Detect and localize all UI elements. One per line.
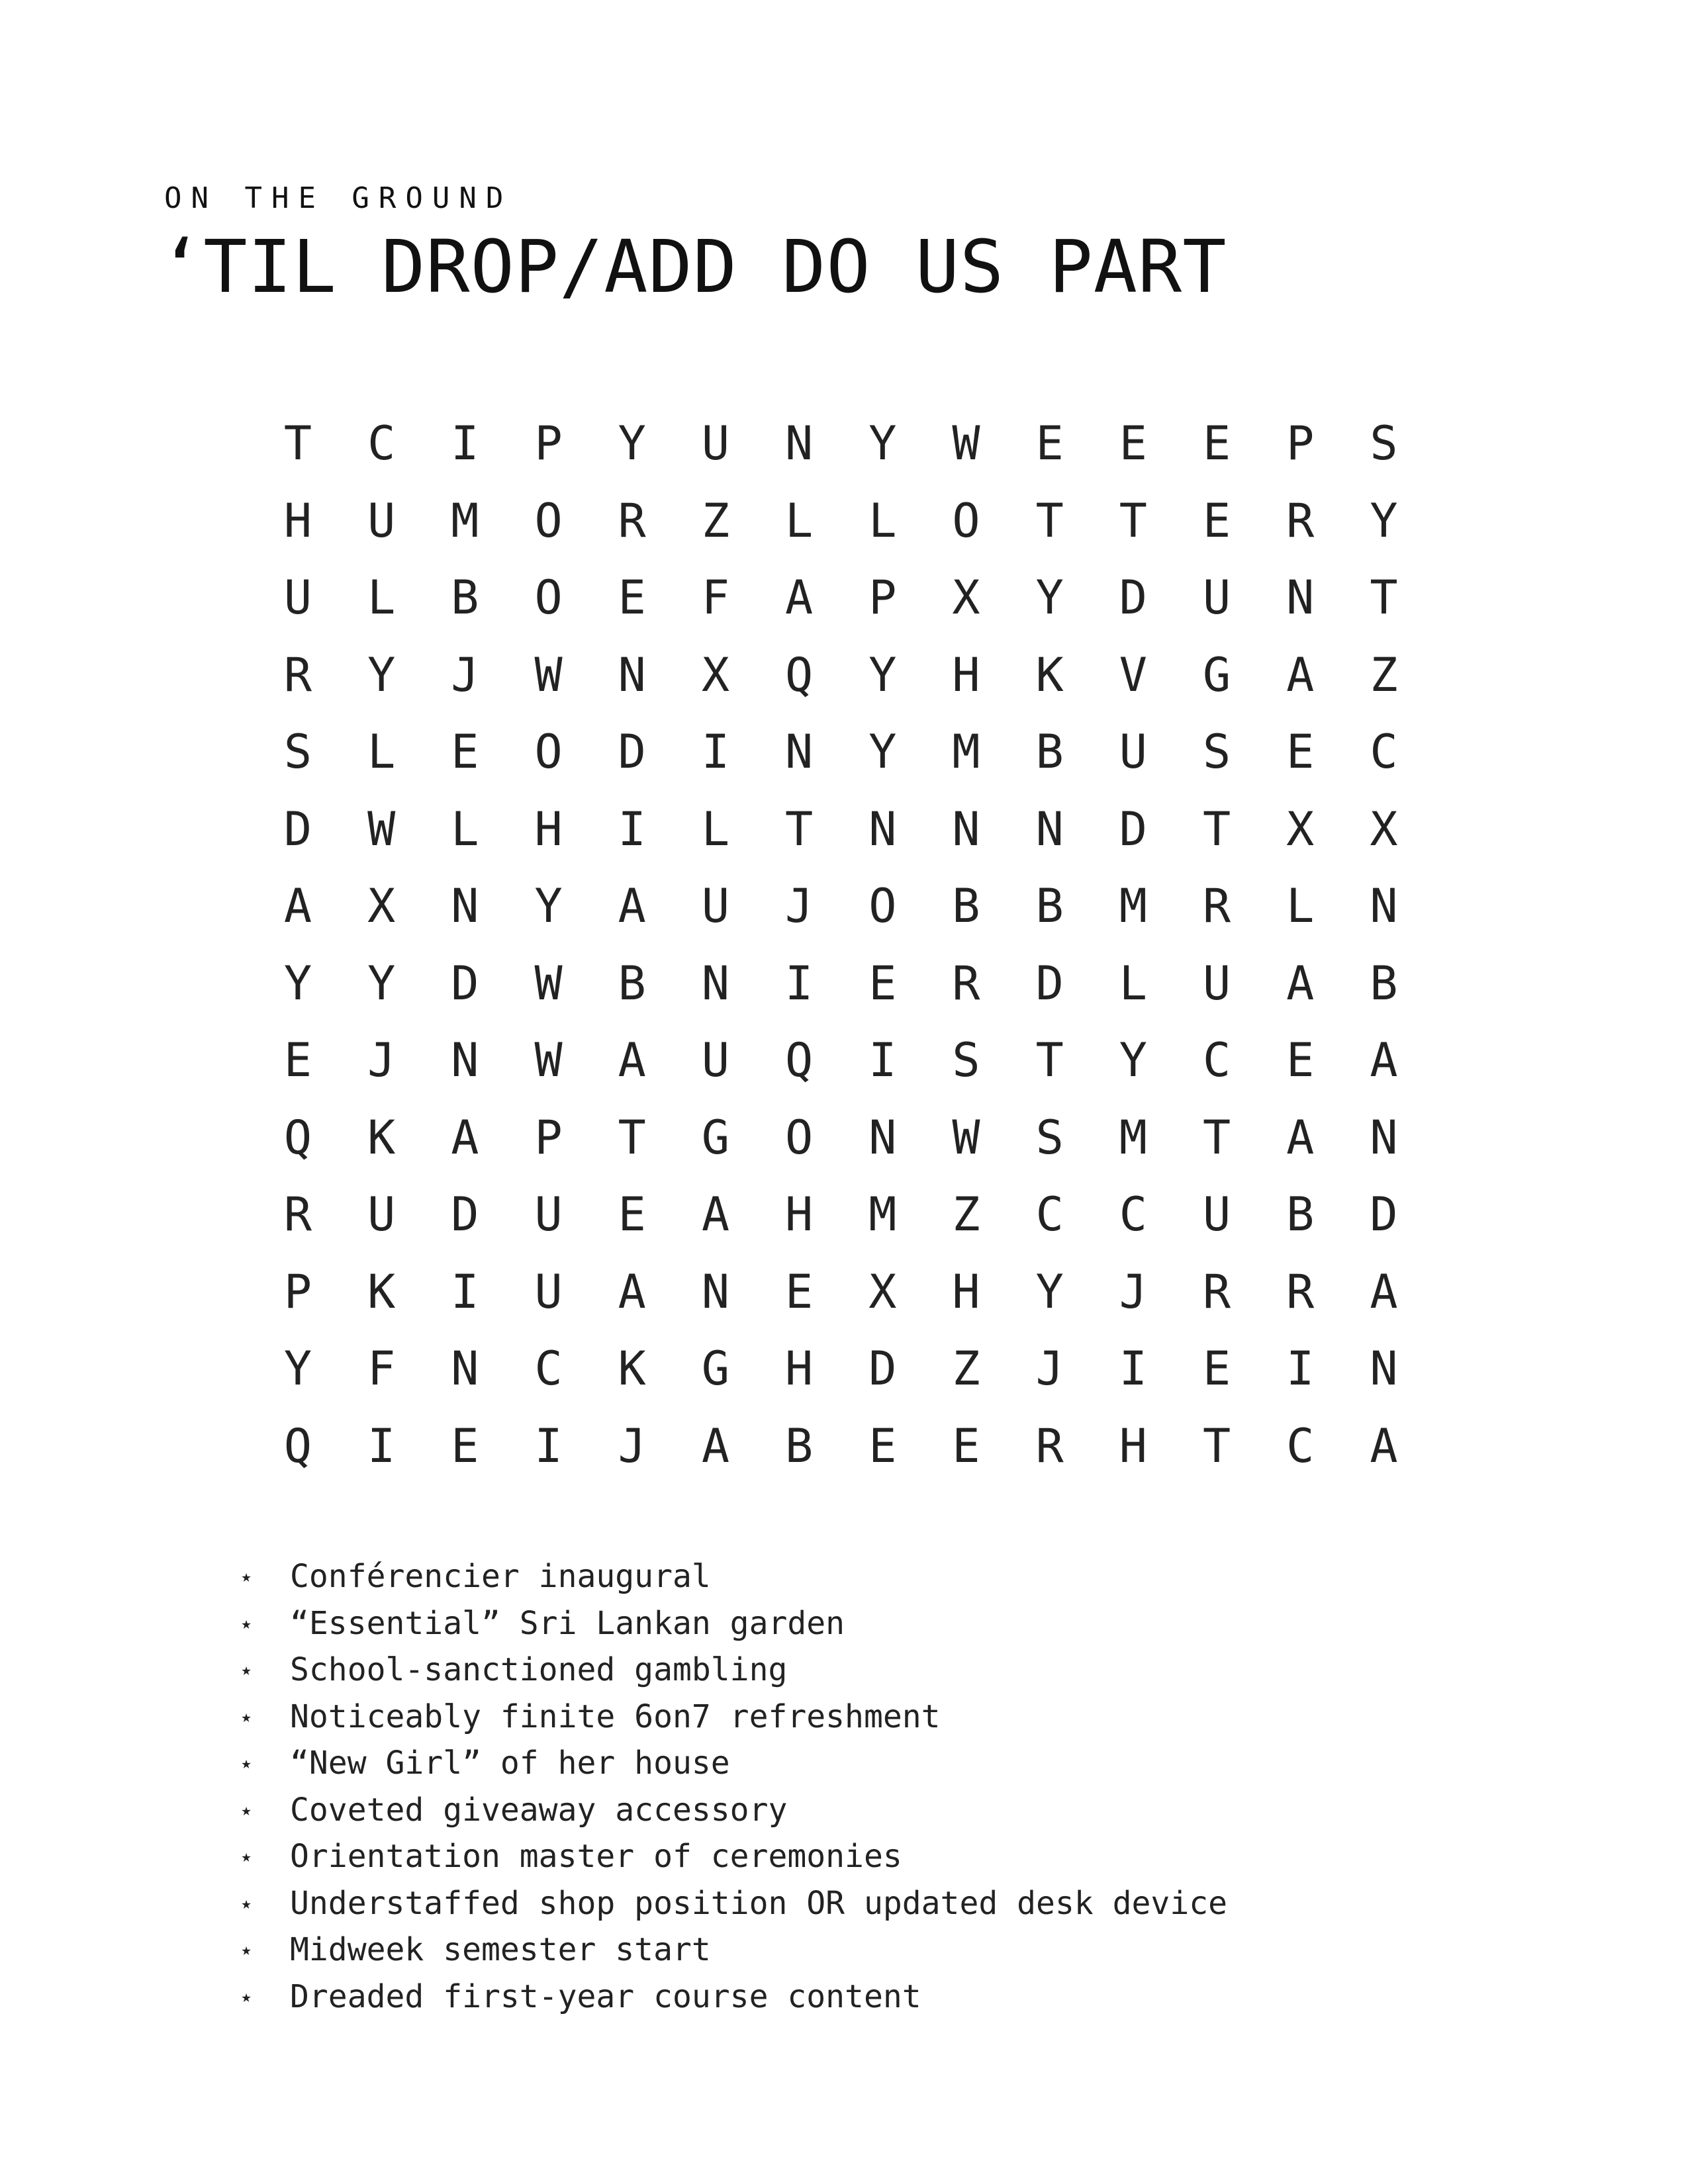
grid-letter[interactable]: A bbox=[618, 1033, 646, 1087]
grid-letter[interactable]: C bbox=[534, 1342, 563, 1396]
star-bullet-icon: ⋆ bbox=[238, 1657, 255, 1687]
grid-letter[interactable]: O bbox=[785, 1110, 814, 1165]
grid-letter[interactable]: H bbox=[785, 1342, 814, 1396]
grid-letter[interactable]: Y bbox=[618, 416, 646, 471]
grid-letter[interactable]: Z bbox=[952, 1342, 980, 1396]
grid-letter[interactable]: U bbox=[1202, 570, 1231, 625]
grid-letter[interactable]: C bbox=[367, 416, 396, 471]
grid-letter[interactable]: O bbox=[868, 879, 897, 933]
grid-letter[interactable]: R bbox=[283, 647, 312, 702]
clue-item bbox=[238, 1747, 1227, 1794]
grid-letter[interactable]: C bbox=[1286, 1418, 1315, 1473]
star-bullet-icon: ⋆ bbox=[238, 1563, 255, 1594]
grid-letter[interactable]: A bbox=[618, 879, 646, 933]
grid-letter[interactable]: S bbox=[1035, 1110, 1064, 1165]
clue-list bbox=[238, 1558, 1228, 2027]
grid-letter[interactable]: L bbox=[785, 493, 814, 548]
grid-letter[interactable]: T bbox=[618, 1110, 646, 1165]
grid-letter[interactable]: G bbox=[1202, 647, 1231, 702]
grid-letter[interactable]: T bbox=[1119, 493, 1147, 548]
clue-item bbox=[238, 1604, 1227, 1655]
grid-letter[interactable]: M bbox=[451, 493, 479, 548]
grid-letter[interactable]: A bbox=[451, 1110, 479, 1165]
grid-letter[interactable]: N bbox=[1370, 1110, 1398, 1165]
grid-letter[interactable]: F bbox=[701, 570, 730, 625]
grid-letter[interactable]: I bbox=[1286, 1342, 1315, 1396]
grid-letter[interactable]: J bbox=[618, 1418, 646, 1473]
grid-letter[interactable]: J bbox=[785, 879, 814, 933]
grid-letter[interactable]: C bbox=[1119, 1187, 1147, 1242]
grid-letter[interactable]: N bbox=[868, 1110, 897, 1165]
grid-letter[interactable]: D bbox=[1119, 570, 1147, 625]
grid-letter[interactable]: E bbox=[868, 956, 897, 1011]
grid-letter[interactable]: U bbox=[367, 493, 396, 548]
grid-letter[interactable]: T bbox=[1202, 1418, 1231, 1473]
grid-letter[interactable]: O bbox=[534, 725, 563, 779]
clue-text: Conférencier inaugural bbox=[290, 1558, 711, 1595]
grid-letter[interactable]: T bbox=[1035, 1033, 1064, 1087]
grid-letter[interactable]: P bbox=[1286, 416, 1315, 471]
grid-letter[interactable]: Y bbox=[367, 956, 396, 1011]
grid-letter[interactable]: I bbox=[868, 1033, 897, 1087]
grid-letter[interactable]: N bbox=[785, 416, 814, 471]
grid-letter[interactable]: A bbox=[701, 1187, 730, 1242]
grid-letter[interactable]: L bbox=[451, 801, 479, 856]
grid-letter[interactable]: O bbox=[534, 493, 563, 548]
grid-letter[interactable]: A bbox=[1286, 647, 1315, 702]
grid-letter[interactable]: Y bbox=[367, 647, 396, 702]
grid-letter[interactable]: K bbox=[367, 1110, 396, 1165]
clue-text: Dreaded first-year course content bbox=[290, 1978, 921, 2015]
grid-letter[interactable]: Q bbox=[283, 1110, 312, 1165]
grid-letter[interactable]: X bbox=[1286, 801, 1315, 856]
grid-letter[interactable]: M bbox=[1119, 879, 1147, 933]
grid-letter[interactable]: D bbox=[283, 801, 312, 856]
grid-letter[interactable]: B bbox=[1286, 1187, 1315, 1242]
grid-letter[interactable]: I bbox=[785, 956, 814, 1011]
grid-letter[interactable]: W bbox=[367, 801, 396, 856]
grid-letter[interactable]: P bbox=[868, 570, 897, 625]
word-search-grid bbox=[278, 416, 1448, 1500]
grid-letter[interactable]: S bbox=[1202, 725, 1231, 779]
grid-letter[interactable]: E bbox=[451, 725, 479, 779]
grid-letter[interactable]: A bbox=[1370, 1264, 1398, 1319]
grid-letter[interactable]: E bbox=[451, 1418, 479, 1473]
clue-item bbox=[238, 1558, 1227, 1608]
grid-letter[interactable]: N bbox=[618, 647, 646, 702]
grid-letter[interactable]: E bbox=[868, 1418, 897, 1473]
grid-letter[interactable]: Z bbox=[952, 1187, 980, 1242]
grid-letter[interactable]: M bbox=[868, 1187, 897, 1242]
grid-letter[interactable]: D bbox=[1035, 956, 1064, 1011]
grid-letter[interactable]: Z bbox=[1370, 647, 1398, 702]
grid-letter[interactable]: A bbox=[701, 1418, 730, 1473]
grid-letter[interactable]: I bbox=[451, 416, 479, 471]
clue-text: Understaffed shop position OR updated desk device bbox=[290, 1884, 1228, 1922]
grid-letter[interactable]: H bbox=[283, 493, 312, 548]
clue-item bbox=[238, 1698, 1227, 1748]
clue-item bbox=[238, 1791, 1227, 1841]
grid-letter[interactable]: N bbox=[1370, 1342, 1398, 1396]
grid-letter[interactable]: E bbox=[618, 1187, 646, 1242]
grid-letter[interactable]: E bbox=[1286, 725, 1315, 779]
grid-letter[interactable]: D bbox=[618, 725, 646, 779]
grid-letter[interactable]: X bbox=[367, 879, 396, 933]
grid-letter[interactable]: L bbox=[1119, 956, 1147, 1011]
grid-letter[interactable]: Y bbox=[868, 416, 897, 471]
grid-letter[interactable]: U bbox=[1202, 1187, 1231, 1242]
clue-item bbox=[238, 1651, 1227, 1701]
grid-letter[interactable]: B bbox=[1035, 725, 1064, 779]
grid-letter[interactable]: E bbox=[618, 570, 646, 625]
grid-letter[interactable]: I bbox=[534, 1418, 563, 1473]
grid-letter[interactable]: E bbox=[1286, 1033, 1315, 1087]
grid-letter[interactable]: E bbox=[952, 1418, 980, 1473]
clue-item bbox=[238, 1838, 1227, 1888]
grid-letter[interactable]: I bbox=[451, 1264, 479, 1319]
clue-text: Orientation master of ceremonies bbox=[290, 1838, 902, 1875]
grid-letter[interactable]: E bbox=[1202, 416, 1231, 471]
grid-letter[interactable]: C bbox=[1370, 725, 1398, 779]
star-bullet-icon: ⋆ bbox=[238, 1610, 255, 1641]
grid-letter[interactable]: N bbox=[1370, 879, 1398, 933]
grid-letter[interactable]: N bbox=[1035, 801, 1064, 856]
grid-letter[interactable]: N bbox=[451, 879, 479, 933]
grid-letter[interactable]: Q bbox=[283, 1418, 312, 1473]
grid-letter[interactable]: H bbox=[952, 647, 980, 702]
clue-text: Midweek semester start bbox=[290, 1931, 711, 1968]
grid-letter[interactable]: J bbox=[1035, 1342, 1064, 1396]
grid-letter[interactable]: N bbox=[701, 1264, 730, 1319]
grid-letter[interactable]: B bbox=[1035, 879, 1064, 933]
grid-letter[interactable]: L bbox=[367, 570, 396, 625]
grid-letter[interactable]: Y bbox=[534, 879, 563, 933]
grid-letter[interactable]: H bbox=[1119, 1418, 1147, 1473]
grid-letter[interactable]: J bbox=[1119, 1264, 1147, 1319]
grid-letter[interactable]: B bbox=[785, 1418, 814, 1473]
grid-letter[interactable]: N bbox=[785, 725, 814, 779]
star-bullet-icon: ⋆ bbox=[238, 1750, 255, 1780]
grid-letter[interactable]: J bbox=[367, 1033, 396, 1087]
grid-letter[interactable]: U bbox=[534, 1187, 563, 1242]
grid-letter[interactable]: W bbox=[952, 416, 980, 471]
grid-letter[interactable]: U bbox=[534, 1264, 563, 1319]
grid-letter[interactable]: Q bbox=[785, 1033, 814, 1087]
grid-letter[interactable]: V bbox=[1119, 647, 1147, 702]
grid-letter[interactable]: R bbox=[1286, 493, 1315, 548]
grid-letter[interactable]: R bbox=[1202, 879, 1231, 933]
clue-item bbox=[238, 1884, 1228, 1934]
star-bullet-icon: ⋆ bbox=[238, 1703, 255, 1734]
grid-letter[interactable]: W bbox=[534, 1033, 563, 1087]
grid-letter[interactable]: E bbox=[1119, 416, 1147, 471]
clue-item bbox=[238, 1978, 1227, 2028]
grid-letter[interactable]: W bbox=[534, 956, 563, 1011]
star-bullet-icon: ⋆ bbox=[238, 1796, 255, 1827]
grid-letter[interactable]: X bbox=[952, 570, 980, 625]
grid-letter[interactable]: K bbox=[367, 1264, 396, 1319]
grid-letter[interactable]: U bbox=[701, 416, 730, 471]
grid-letter[interactable]: E bbox=[283, 1033, 312, 1087]
grid-letter[interactable]: X bbox=[868, 1264, 897, 1319]
grid-letter[interactable]: H bbox=[952, 1264, 980, 1319]
grid-letter[interactable]: L bbox=[701, 801, 730, 856]
grid-letter[interactable]: U bbox=[701, 1033, 730, 1087]
grid-letter[interactable]: M bbox=[952, 725, 980, 779]
grid-letter[interactable]: C bbox=[1202, 1033, 1231, 1087]
grid-letter[interactable]: P bbox=[283, 1264, 312, 1319]
grid-letter[interactable]: B bbox=[952, 879, 980, 933]
grid-letter[interactable]: A bbox=[785, 570, 814, 625]
grid-letter[interactable]: L bbox=[868, 493, 897, 548]
grid-letter[interactable]: A bbox=[1286, 1110, 1315, 1165]
grid-letter[interactable]: T bbox=[1035, 493, 1064, 548]
grid-letter[interactable]: G bbox=[701, 1110, 730, 1165]
clue-item bbox=[238, 1931, 1227, 1981]
grid-letter[interactable]: S bbox=[952, 1033, 980, 1087]
grid-letter[interactable]: D bbox=[451, 956, 479, 1011]
grid-letter[interactable]: I bbox=[618, 801, 646, 856]
grid-letter[interactable]: Y bbox=[1370, 493, 1398, 548]
grid-letter[interactable]: A bbox=[618, 1264, 646, 1319]
grid-letter[interactable]: R bbox=[283, 1187, 312, 1242]
grid-letter[interactable]: A bbox=[1286, 956, 1315, 1011]
grid-letter[interactable]: I bbox=[1119, 1342, 1147, 1396]
grid-letter[interactable]: U bbox=[1202, 956, 1231, 1011]
grid-letter[interactable]: Z bbox=[701, 493, 730, 548]
star-bullet-icon: ⋆ bbox=[238, 1843, 255, 1874]
grid-letter[interactable]: H bbox=[785, 1187, 814, 1242]
grid-letter[interactable]: E bbox=[785, 1264, 814, 1319]
grid-letter[interactable]: N bbox=[451, 1033, 479, 1087]
clue-text: Coveted giveaway accessory bbox=[290, 1791, 788, 1829]
grid-letter[interactable]: X bbox=[1370, 801, 1398, 856]
grid-letter[interactable]: N bbox=[868, 801, 897, 856]
grid-letter[interactable]: I bbox=[701, 725, 730, 779]
star-bullet-icon: ⋆ bbox=[238, 1983, 255, 2014]
page-title: ‘TIL DROP/ADD DO US PART bbox=[159, 224, 1227, 309]
grid-letter[interactable]: R bbox=[952, 956, 980, 1011]
grid-letter[interactable]: Y bbox=[868, 725, 897, 779]
grid-letter[interactable]: N bbox=[1286, 570, 1315, 625]
grid-letter[interactable]: Y bbox=[1035, 1264, 1064, 1319]
grid-letter[interactable]: E bbox=[1035, 416, 1064, 471]
grid-letter[interactable]: D bbox=[1119, 801, 1147, 856]
grid-letter[interactable]: A bbox=[283, 879, 312, 933]
grid-letter[interactable]: R bbox=[618, 493, 646, 548]
grid-letter[interactable]: Y bbox=[283, 1342, 312, 1396]
grid-letter[interactable]: X bbox=[701, 647, 730, 702]
grid-letter[interactable]: Y bbox=[1035, 570, 1064, 625]
grid-letter[interactable]: K bbox=[618, 1342, 646, 1396]
grid-letter[interactable]: Y bbox=[1119, 1033, 1147, 1087]
section-kicker: ON THE GROUND bbox=[164, 181, 513, 215]
grid-letter[interactable]: B bbox=[451, 570, 479, 625]
grid-letter[interactable]: T bbox=[283, 416, 312, 471]
grid-letter[interactable]: K bbox=[1035, 647, 1064, 702]
grid-letter[interactable]: F bbox=[367, 1342, 396, 1396]
grid-letter[interactable]: D bbox=[451, 1187, 479, 1242]
grid-letter[interactable]: N bbox=[701, 956, 730, 1011]
grid-letter[interactable]: D bbox=[1370, 1187, 1398, 1242]
clue-text: School-sanctioned gambling bbox=[290, 1651, 788, 1688]
grid-letter[interactable]: U bbox=[701, 879, 730, 933]
clue-text: “Essential” Sri Lankan garden bbox=[290, 1604, 845, 1642]
grid-letter[interactable]: N bbox=[952, 801, 980, 856]
grid-letter[interactable]: R bbox=[1202, 1264, 1231, 1319]
grid-letter[interactable]: H bbox=[534, 801, 563, 856]
grid-letter[interactable]: L bbox=[1286, 879, 1315, 933]
grid-letter[interactable]: S bbox=[1370, 416, 1398, 471]
grid-letter[interactable]: P bbox=[534, 416, 563, 471]
grid-letter[interactable]: I bbox=[367, 1418, 396, 1473]
grid-letter[interactable]: W bbox=[952, 1110, 980, 1165]
grid-letter[interactable]: T bbox=[785, 801, 814, 856]
grid-letter[interactable]: A bbox=[1370, 1033, 1398, 1087]
grid-letter[interactable]: J bbox=[451, 647, 479, 702]
grid-letter[interactable]: D bbox=[868, 1342, 897, 1396]
grid-letter[interactable]: E bbox=[1202, 493, 1231, 548]
grid-letter[interactable]: N bbox=[451, 1342, 479, 1396]
grid-letter[interactable]: A bbox=[1370, 1418, 1398, 1473]
grid-letter[interactable]: Y bbox=[283, 956, 312, 1011]
grid-letter[interactable]: C bbox=[1035, 1187, 1064, 1242]
grid-letter[interactable]: G bbox=[701, 1342, 730, 1396]
grid-letter[interactable]: T bbox=[1370, 570, 1398, 625]
grid-letter[interactable]: Q bbox=[785, 647, 814, 702]
grid-letter[interactable]: L bbox=[367, 725, 396, 779]
grid-letter[interactable]: U bbox=[1119, 725, 1147, 779]
clue-text: “New Girl” of her house bbox=[290, 1745, 730, 1782]
grid-letter[interactable]: O bbox=[534, 570, 563, 625]
star-bullet-icon: ⋆ bbox=[238, 1936, 255, 1967]
grid-letter[interactable]: W bbox=[534, 647, 563, 702]
grid-letter[interactable]: R bbox=[1286, 1264, 1315, 1319]
grid-letter[interactable]: P bbox=[534, 1110, 563, 1165]
grid-letter[interactable]: R bbox=[1035, 1418, 1064, 1473]
clue-text: Noticeably finite 6on7 refreshment bbox=[290, 1698, 941, 1735]
grid-letter[interactable]: T bbox=[1202, 1110, 1231, 1165]
grid-letter[interactable]: E bbox=[1202, 1342, 1231, 1396]
grid-letter[interactable]: U bbox=[283, 570, 312, 625]
grid-letter[interactable]: U bbox=[367, 1187, 396, 1242]
grid-letter[interactable]: B bbox=[1370, 956, 1398, 1011]
grid-letter[interactable]: S bbox=[283, 725, 312, 779]
grid-letter[interactable]: M bbox=[1119, 1110, 1147, 1165]
star-bullet-icon: ⋆ bbox=[238, 1889, 255, 1921]
grid-letter[interactable]: Y bbox=[868, 647, 897, 702]
grid-letter[interactable]: O bbox=[952, 493, 980, 548]
grid-letter[interactable]: B bbox=[618, 956, 646, 1011]
grid-letter[interactable]: T bbox=[1202, 801, 1231, 856]
